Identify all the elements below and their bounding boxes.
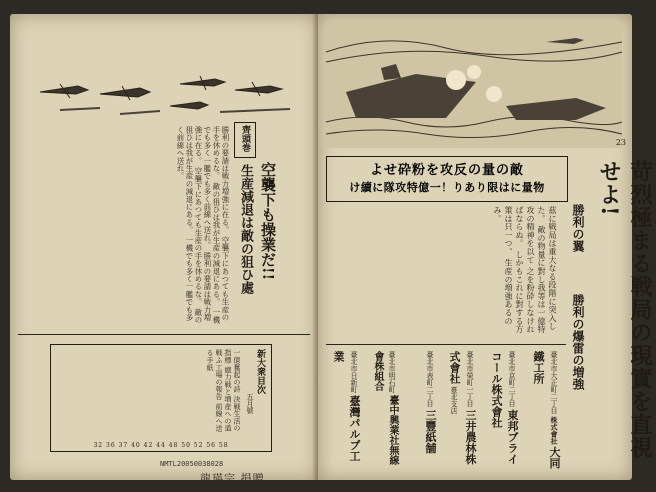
company-name: 三豐紙舗	[424, 409, 437, 454]
left-subheadline: 生産減退は敵の狙ひ處	[238, 164, 253, 294]
plane-shape	[235, 86, 282, 93]
handwritten-donor: 龍瑛宗 捐贈	[200, 472, 265, 485]
right-article-body	[330, 206, 558, 336]
article-paragraph: 敵の物量に對し我等は一億特攻の精神を以て	[526, 206, 546, 334]
left-headline: 空襲下も操業だ!!	[259, 162, 277, 281]
toc-entry: 前線へ送る手紙	[206, 349, 223, 432]
column-tag-box	[234, 122, 256, 158]
article-paragraph: 勝利の要請は戦力増強に在る。	[194, 126, 212, 322]
company-name: 大同鐵工所	[532, 351, 561, 469]
archive-stamp: NMTL20050038028	[160, 460, 224, 468]
company-address: 臺北市表町二丁目	[426, 351, 434, 407]
company-entry	[330, 351, 362, 469]
company-address: 臺北市大正町二丁目	[550, 351, 558, 414]
page-number: 23	[615, 138, 626, 147]
plane-shape	[170, 102, 208, 109]
banner-line-2: 物量には限りあり！一億特攻隊に續け	[349, 181, 545, 194]
toc-title: 新大衆目次	[255, 349, 265, 394]
slogan-wings: 勝利の翼	[571, 204, 585, 252]
article-paragraph: 空襲下にあつても生産の手を休めるな。	[212, 126, 230, 322]
article-paragraph: 一機でも多く一艦でも多く前線へ送れ。	[176, 126, 194, 322]
company-name: 臺中興業社無線會株組合	[372, 351, 398, 466]
divider	[18, 334, 310, 335]
article-paragraph: 生産の増強あるのみ。	[493, 206, 513, 326]
right-page	[318, 14, 653, 480]
left-page	[10, 14, 318, 485]
slogan-depth-charges: 勝利の爆雷の増強	[571, 294, 585, 390]
article-paragraph: 勝利の要請は戦力増強に在る。	[221, 126, 230, 234]
company-address: 臺北市榮町一丁目	[466, 351, 474, 407]
company-type: 株式會社	[550, 416, 559, 445]
toc-entry: 決戦生活の指標	[224, 349, 241, 432]
toc-box	[50, 344, 272, 452]
company-name: 東邦ブライコール株式會社	[490, 351, 519, 465]
banner-box	[326, 156, 568, 202]
company-entry	[370, 351, 400, 469]
company-entry	[530, 351, 562, 469]
article-paragraph: 一機でも多く一艦でも多く前線へ送れ。	[203, 126, 221, 324]
toc-month: 五月號	[246, 393, 254, 414]
company-entry	[446, 351, 478, 469]
toc-entry: 戦ふ工場の報告	[215, 349, 223, 401]
left-article-body	[22, 126, 230, 326]
company-address: 臺北市日新町	[350, 351, 358, 393]
company-address: 臺北市京町二丁目	[508, 351, 516, 407]
company-name: 臺灣パルプ工業	[332, 351, 361, 462]
battleship-illustration	[326, 22, 622, 148]
explosion-shape	[446, 70, 466, 90]
toc-list	[61, 349, 241, 439]
article-paragraph: 茲に戦局は重大なる段階に突入した。	[537, 206, 557, 331]
article-paragraph: しかもこれに對する方策は只一つ、	[504, 206, 524, 334]
company-entry	[422, 351, 438, 469]
toc-entry: 總力戦と増産への道	[224, 366, 232, 432]
company-entry	[488, 351, 520, 469]
company-address: 臺北市明石町	[388, 351, 396, 393]
company-branch: 臺北支店	[450, 386, 458, 415]
right-headline: 苛烈極まる戦局の現實を直視せよ!	[596, 160, 653, 459]
aircraft-illustration	[30, 64, 310, 124]
article-paragraph: 敵の狙ひは我が生産の減退にある。	[212, 182, 221, 306]
toc-entry: 一億奮起の詩	[233, 349, 241, 393]
article-paragraph: 空襲下にあつても生産の手を休めるな。	[194, 167, 203, 306]
plane-shape	[100, 88, 150, 97]
company-ads	[326, 344, 566, 473]
column-tag: 齊頭巻	[240, 125, 250, 152]
article-paragraph: 敵の狙ひは我が生産の減退にある。	[185, 126, 203, 324]
company-name: 三井農林株式會社	[448, 351, 477, 465]
toc-page-numbers: 32 36 37 40 42 44 48 50 52 56 58	[93, 442, 229, 449]
banner-line-1: 敵の量の反攻を粉砕せよ	[369, 163, 524, 178]
article-paragraph: 之を粉砕しなければならぬ。	[515, 206, 535, 334]
